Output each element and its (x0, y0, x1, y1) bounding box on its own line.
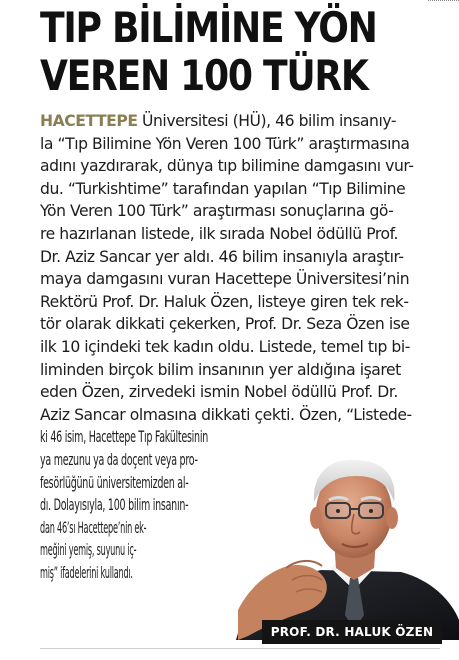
body-line: maya damgasını vuran Hacettepe Üniversitesi’nin (40, 270, 410, 289)
body-line: meğini yemiş, suyunu iç- (40, 541, 137, 560)
body-line: la “Tıp Bilimine Yön Veren 100 Türk” araştırmasına (40, 134, 410, 153)
body-line-1 (40, 110, 432, 133)
body-line: dan 46’sı Hacettepe’nin ek- (40, 518, 147, 537)
body-line: Yön Veren 100 Türk” araştırması sonuçlarına gö- (40, 202, 394, 221)
body-line: liminden birçok bilim insanının yer aldığına işaret (40, 360, 401, 379)
body-line: ya mezunu ya da doçent veya pro- (40, 450, 198, 469)
body-line: ki 46 isim, Hacettepe Tıp Fakültesinin (40, 428, 208, 447)
body-line: miş” ifadelerini kullandı. (40, 563, 133, 582)
body-line: du. “Turkishtime” tarafından yapılan “Tıp Bilimine (40, 179, 406, 198)
body-line: dı. Dolayısıyla, 100 bilim insanın- (40, 496, 189, 515)
headline (40, 4, 384, 100)
headline-line-2: VEREN 100 TÜRK (40, 51, 368, 100)
body-line: Rektörü Prof. Dr. Haluk Özen, listeye giren tek rek- (40, 292, 409, 311)
body-line: tör olarak dikkati çekerken, Prof. Dr. Seza Özen ise (40, 315, 410, 334)
headline-line-1: TIP BİLİMİNE YÖN (40, 3, 377, 52)
body-line: adını yazdırarak, dünya tıp bilimine damgasını vur- (40, 157, 414, 176)
body-line: Aziz Sancar olmasına dikkati çekti. Özen, “Listede- (40, 405, 412, 424)
bottom-rule (40, 648, 440, 649)
body-line: re hazırlanan listede, ilk sırada Nobel ödüllü Prof. (40, 224, 399, 243)
lead-word: HACETTEPE (40, 112, 138, 130)
top-rule (428, 0, 459, 5)
body-line-1-text: Üniversitesi (HÜ), 46 bilim insanıy- (137, 112, 397, 130)
portrait-photo (226, 440, 459, 640)
body-line: Dr. Aziz Sancar yer aldı. 46 bilim insanıyla araştır- (40, 247, 404, 266)
body-line: ilk 10 içindeki tek kadın oldu. Listede, temel tıp bi- (40, 337, 410, 356)
photo-caption: PROF. DR. HALUK ÖZEN (262, 620, 442, 644)
body-line: fesörlüğünü üniversitemizden al- (40, 473, 189, 492)
body-line: eden Özen, zirvedeki ismin Nobel ödüllü Prof. Dr. (40, 383, 398, 402)
